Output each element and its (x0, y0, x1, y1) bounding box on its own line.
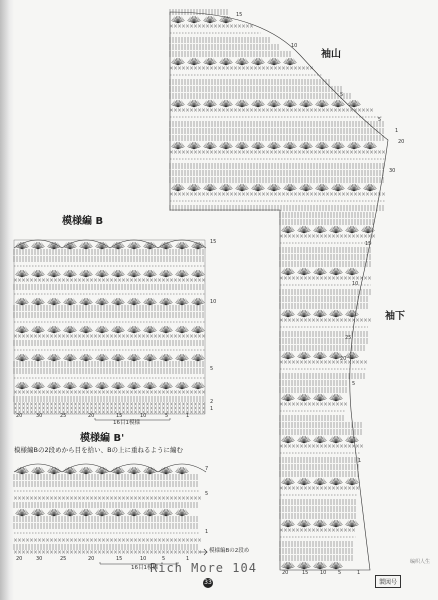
sleeve-outline (170, 12, 388, 570)
